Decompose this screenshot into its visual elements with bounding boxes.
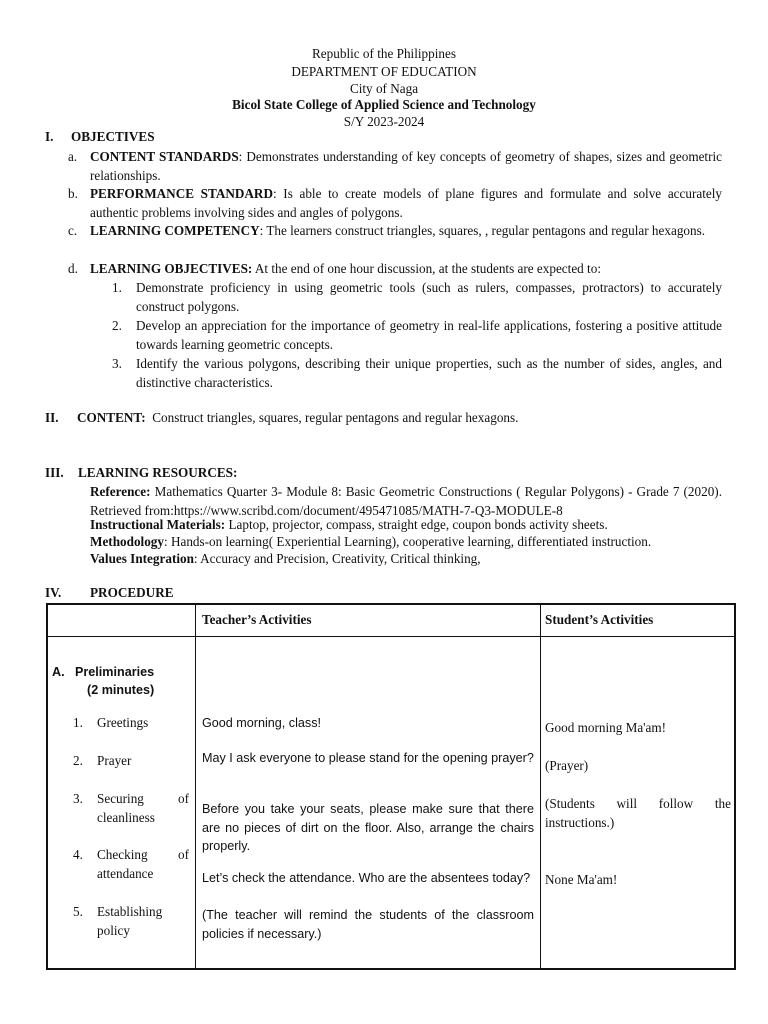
resource-text: Laptop, projector, compass, straight edge, coupon bonds activity sheets. [225, 517, 608, 532]
step-number: 2. [73, 753, 83, 768]
header-republic: Republic of the Philippines [312, 46, 456, 61]
step-label: Checking of attendance [97, 847, 189, 881]
objective-content-standards [90, 148, 722, 185]
student-activity: (Prayer) [545, 758, 589, 773]
table-divider [540, 605, 541, 968]
section-time: (2 minutes) [87, 683, 155, 697]
sub-objective-number: 3. [112, 356, 122, 371]
content-label: CONTENT: [77, 410, 146, 425]
teacher-activity: Let’s check the attendance. Who are the absentees today? [202, 871, 531, 885]
objective-performance-standard [90, 185, 722, 222]
objective-text: : The learners construct triangles, squares, , regular pentagons and regular hexagons. [259, 223, 706, 238]
resource-label: Reference: [90, 484, 151, 499]
objective-learning-objectives [90, 260, 722, 279]
objectives-title: OBJECTIVES [71, 129, 155, 144]
step-label: Establishing policy [97, 904, 163, 938]
content-text: Construct triangles, squares, regular pentagons and regular hexagons. [152, 410, 519, 425]
teacher-activity: Before you take your seats, please make sure that there are no pieces of dirt on the floor. Also, arrange the chairs properly. [202, 802, 534, 853]
resource-reference [90, 483, 722, 520]
content-line [77, 409, 518, 428]
resource-materials [90, 516, 730, 535]
sub-objective-text: Identify the various polygons, describing their unique properties, such as the number of sides, angles, and distinctive characteristics. [136, 356, 722, 390]
step-label: Greetings [97, 715, 149, 730]
teacher-activity: (The teacher will remind the students of the classroom policies if necessary.) [202, 908, 534, 941]
sub-objective-number: 2. [112, 318, 122, 333]
step-number: 4. [73, 847, 83, 862]
objective-letter-c: c. [68, 223, 78, 238]
step-number: 1. [73, 715, 83, 730]
table-header-divider [48, 636, 734, 637]
teacher-activity: May I ask everyone to please stand for the opening prayer? [202, 751, 534, 765]
objective-label: LEARNING OBJECTIVES: [90, 261, 253, 276]
sub-objective-text: Demonstrate proficiency in using geometric tools (such as rulers, compasses, protractors) to accurately construct polygons. [136, 280, 722, 314]
objective-label: LEARNING COMPETENCY [90, 223, 260, 238]
header-department: DEPARTMENT OF EDUCATION [291, 64, 477, 79]
step-label: Prayer [97, 753, 132, 768]
procedure-table [46, 603, 736, 970]
step-number: 3. [73, 791, 83, 806]
header-school: Bicol State College of Applied Science and Technology [232, 97, 536, 112]
objective-letter-d: d. [68, 261, 78, 276]
resource-methodology [90, 533, 730, 552]
resource-values [90, 550, 730, 569]
objectives-number: I. [45, 129, 54, 144]
table-divider [195, 605, 196, 968]
sub-objective-number: 1. [112, 280, 122, 295]
procedure-number: IV. [45, 585, 62, 600]
header-school-year: S/Y 2023-2024 [343, 114, 425, 129]
content-number: II. [45, 410, 59, 425]
objective-text: At the end of one hour discussion, at the students are expected to: [252, 261, 601, 276]
column-header-teacher: Teacher’s Activities [202, 612, 312, 627]
resource-label: Methodology [90, 534, 164, 549]
procedure-title: PROCEDURE [90, 585, 174, 600]
section-title: Preliminaries [75, 665, 155, 679]
resource-label: Instructional Materials: [90, 517, 226, 532]
resource-text: Mathematics Quarter 3- Module 8: Basic Geometric Constructions ( Regular Polygons) - Grade 7 (2020). Retrieved from:https://www.scribd.com/document/495471085/MATH-7-Q3-MODULE-8 [90, 484, 722, 518]
resource-text: : Accuracy and Precision, Creativity, Critical thinking, [193, 551, 481, 566]
resources-number: III. [45, 465, 64, 480]
section-letter: A. [52, 665, 65, 679]
objective-text: : Is able to create models of plane figures and formulate and solve accurately authentic problems involving sides and angles of polygons. [90, 186, 722, 220]
objective-letter-b: b. [68, 186, 78, 201]
step-label: Securing of cleanliness [97, 791, 189, 825]
objective-text: : Demonstrates understanding of key concepts of geometry of shapes, sizes and geometric relationships. [90, 149, 722, 183]
resources-title: LEARNING RESOURCES: [78, 465, 238, 480]
sub-objective-text: Develop an appreciation for the importance of geometry in real-life applications, fostering a positive attitude towards learning geometric concepts. [136, 318, 722, 352]
teacher-activity: Good morning, class! [202, 716, 321, 730]
objective-learning-competency [90, 222, 722, 241]
objective-label: CONTENT STANDARDS [90, 149, 239, 164]
objective-label: PERFORMANCE STANDARD [90, 186, 273, 201]
objective-letter-a: a. [68, 149, 78, 164]
resource-label: Values Integration [90, 551, 194, 566]
resource-text: : Hands-on learning( Experiential Learning), cooperative learning, differentiated instruction. [164, 534, 652, 549]
header-city: City of Naga [349, 81, 419, 96]
student-activity: Good morning Ma'am! [545, 720, 667, 735]
column-header-student: Student’s Activities [545, 612, 654, 627]
step-number: 5. [73, 904, 83, 919]
student-activity: (Students will follow the instructions.) [545, 796, 731, 830]
student-activity: None Ma'am! [545, 872, 618, 887]
